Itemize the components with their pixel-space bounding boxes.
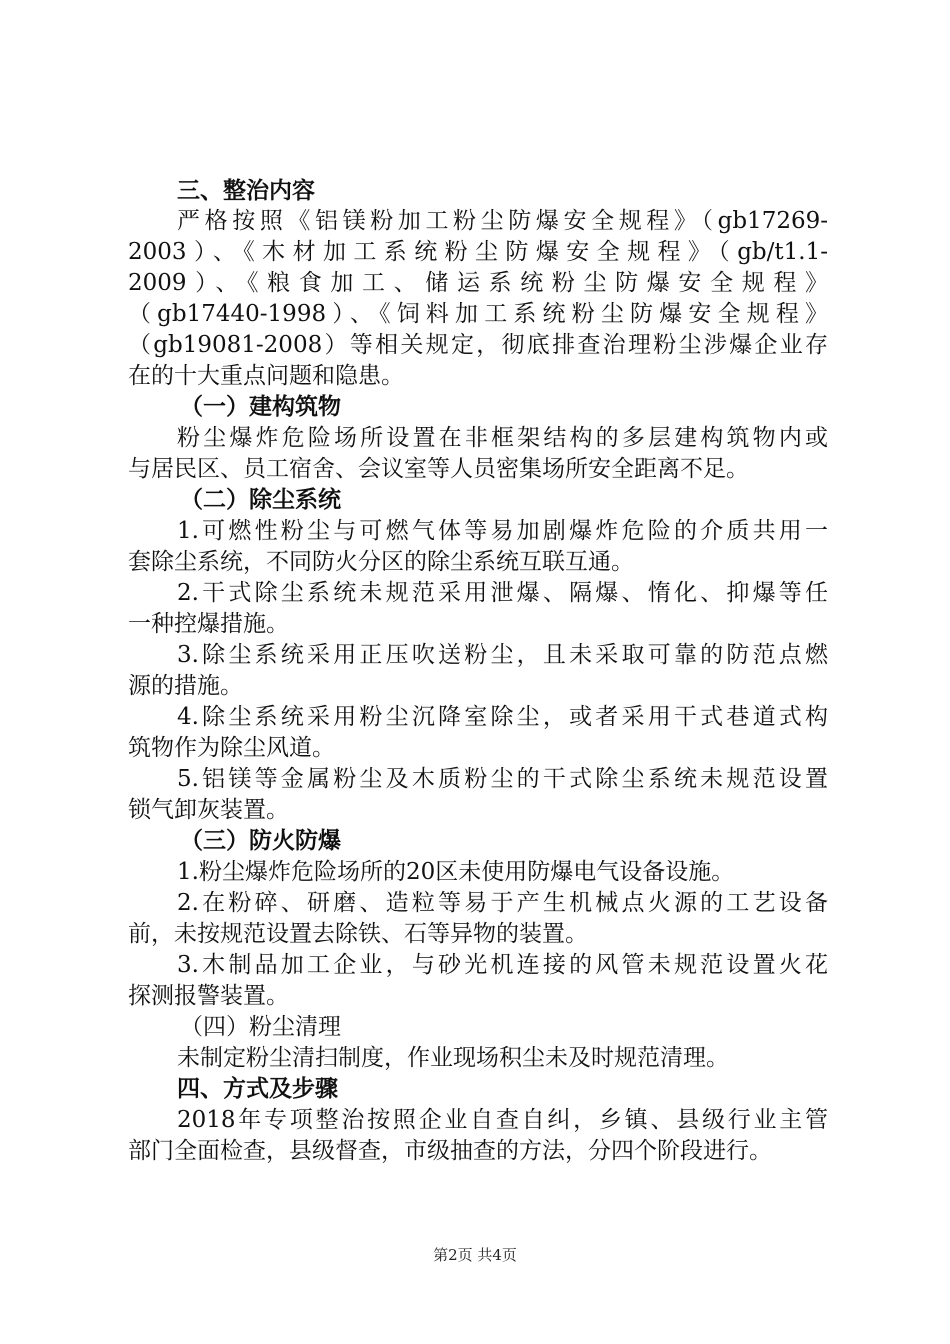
subsection-heading: （四）粉尘清理 [180, 1014, 341, 1040]
list-item-line: 探测报警装置。 [128, 983, 289, 1009]
list-item-line: 源的措施。 [128, 673, 243, 699]
list-item-line: 套除尘系统，不同防火分区的除尘系统互联互通。 [128, 549, 634, 575]
section-heading: 三、整治内容 [177, 178, 315, 204]
list-item-line: 3.除尘系统采用正压吹送粉尘，且未采取可靠的防范点燃 [177, 642, 828, 668]
paragraph-line: 未制定粉尘清扫制度，作业现场积尘未及时规范清理。 [177, 1045, 729, 1071]
list-item-line: 1.可燃性粉尘与可燃气体等易加剧爆炸危险的介质共用一 [177, 518, 828, 544]
paragraph-line: 严格按照《铝镁粉加工粉尘防爆安全规程》（gb17269- [177, 208, 828, 234]
list-item-line: 1.粉尘爆炸危险场所的20区未使用防爆电气设备设施。 [177, 859, 735, 885]
list-item-line: 2.干式除尘系统未规范采用泄爆、隔爆、惰化、抑爆等任 [177, 580, 828, 606]
paragraph-line: 与居民区、员工宿舍、会议室等人员密集场所安全距离不足。 [128, 456, 749, 482]
paragraph-line: 部门全面检查，县级督查，市级抽查的方法，分四个阶段进行。 [128, 1138, 772, 1164]
subsection-heading: （一）建构筑物 [180, 394, 341, 420]
paragraph-line: 粉尘爆炸危险场所设置在非框架结构的多层建构筑物内或 [177, 425, 828, 451]
paragraph-line: （gb17440-1998）、《饲料加工系统粉尘防爆安全规程》 [128, 301, 828, 327]
list-item-line: 3.木制品加工企业，与砂光机连接的风管未规范设置火花 [177, 952, 828, 978]
subsection-heading: （二）除尘系统 [180, 487, 341, 513]
paragraph-line: 在的十大重点问题和隐患。 [128, 363, 404, 389]
list-item-line: 筑物作为除尘风道。 [128, 735, 335, 761]
list-item-line: 5.铝镁等金属粉尘及木质粉尘的干式除尘系统未规范设置 [177, 766, 828, 792]
paragraph-line: 2003）、《木材加工系统粉尘防爆安全规程》（gb/t1.1- [128, 239, 828, 265]
list-item-line: 前，未按规范设置去除铁、石等异物的装置。 [128, 921, 588, 947]
paragraph-line: （gb19081-2008）等相关规定，彻底排查治理粉尘涉爆企业存 [128, 332, 828, 358]
subsection-heading: （三）防火防爆 [180, 828, 341, 854]
list-item-line: 一种控爆措施。 [128, 611, 289, 637]
paragraph-line: 2009）、《粮食加工、储运系统粉尘防爆安全规程》 [128, 270, 828, 296]
page-footer: 第2页 共4页 [433, 1246, 517, 1264]
list-item-line: 2.在粉碎、研磨、造粒等易于产生机械点火源的工艺设备 [177, 890, 828, 916]
section-heading: 四、方式及步骤 [177, 1076, 338, 1102]
paragraph-line: 2018年专项整治按照企业自查自纠，乡镇、县级行业主管 [177, 1107, 828, 1133]
list-item-line: 4.除尘系统采用粉尘沉降室除尘，或者采用干式巷道式构 [177, 704, 828, 730]
list-item-line: 锁气卸灰装置。 [128, 797, 289, 823]
